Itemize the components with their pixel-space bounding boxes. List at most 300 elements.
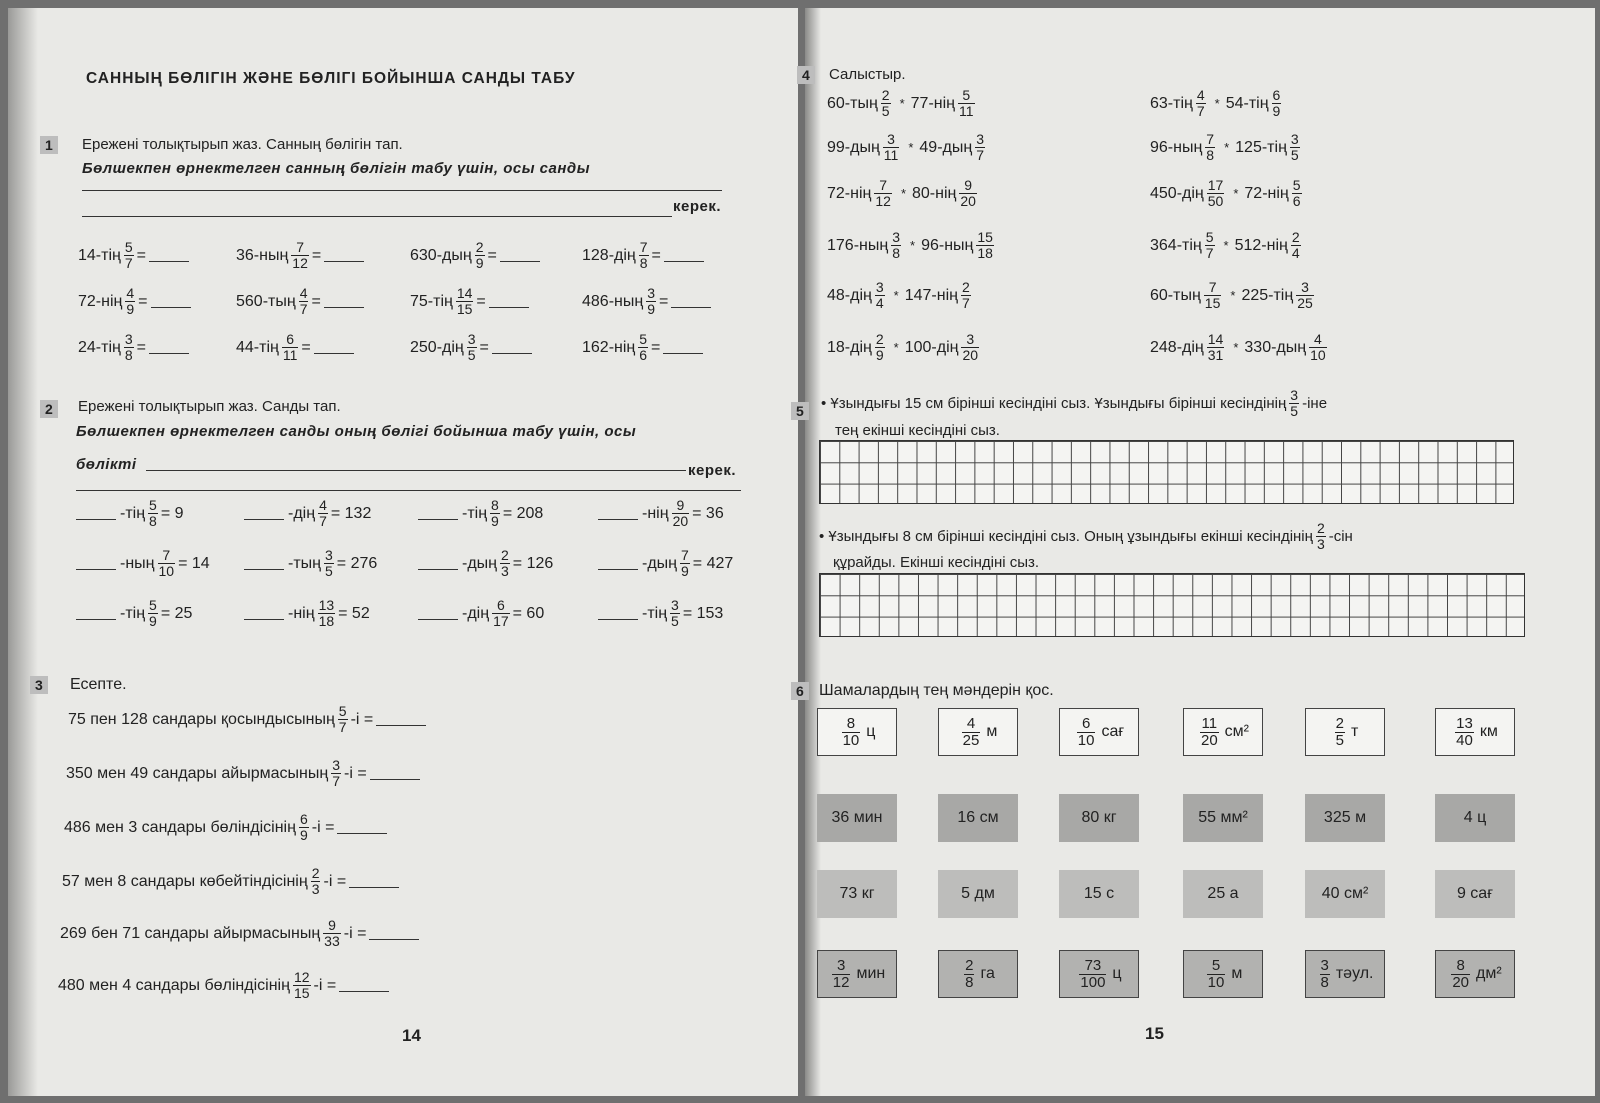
unit-label: га	[980, 965, 995, 982]
equals-sign: -і =	[343, 764, 367, 782]
comparison-slot[interactable]: *	[900, 186, 906, 201]
numerator: 17	[1207, 177, 1224, 193]
exercise-item	[418, 498, 543, 529]
item-value: = 14	[178, 554, 210, 572]
fraction	[500, 548, 510, 579]
comparison-slot[interactable]: *	[1224, 140, 1230, 155]
answer-blank[interactable]	[492, 341, 532, 354]
numerator: 11	[1201, 714, 1218, 732]
answer-blank[interactable]	[598, 607, 638, 620]
denominator: 3	[311, 881, 320, 897]
answer-blank[interactable]	[418, 607, 458, 620]
exercise-item	[236, 240, 364, 271]
quantity-card[interactable]	[1059, 950, 1139, 998]
answer-blank[interactable]	[339, 979, 389, 992]
exercise-item	[60, 918, 419, 949]
answer-line[interactable]	[76, 490, 741, 491]
item-label: 14-тің	[78, 246, 121, 264]
numerator: 5	[149, 597, 157, 613]
page-title: САННЫҢ БӨЛІГІН ЖӘНЕ БӨЛІГІ БОЙЫНША САНДЫ ТАБУ	[86, 70, 576, 87]
denominator: 7	[124, 255, 133, 271]
numerator: 7	[879, 177, 888, 193]
numerator: 8	[1456, 956, 1465, 974]
exercise-3-number: 3	[30, 676, 48, 694]
exercise-item	[410, 332, 532, 363]
numerator: 5	[1211, 956, 1221, 974]
item-label: 248-дің	[1150, 338, 1204, 356]
comparison-item	[827, 132, 988, 163]
answer-blank[interactable]	[149, 341, 189, 354]
fraction	[964, 958, 974, 991]
fraction	[492, 598, 510, 629]
comparison-item	[827, 280, 974, 311]
comparison-item	[827, 178, 980, 209]
answer-blank[interactable]	[244, 607, 284, 620]
denominator: 8	[1206, 147, 1215, 163]
fraction	[1207, 958, 1226, 991]
item-label: 49-дың	[919, 138, 973, 156]
exercise-item	[582, 332, 703, 363]
numerator: 3	[1320, 956, 1329, 974]
task-text: • Ұзындығы 15 см бірінші кесіндіні сыз. Ұзындығы бірінші кесіндінің	[821, 395, 1287, 412]
answer-blank[interactable]	[369, 927, 419, 940]
fraction	[639, 240, 649, 271]
numerator: 2	[1316, 520, 1325, 536]
denominator: 9	[1272, 103, 1281, 119]
exercise-6-instruction: Шамалардың тең мәндерін қос.	[819, 682, 1054, 699]
quantity-card[interactable]	[1305, 794, 1385, 842]
quantity-card[interactable]	[817, 708, 897, 756]
fraction	[323, 918, 341, 949]
numerator: 3	[671, 597, 679, 613]
comparison-slot[interactable]: *	[910, 238, 916, 253]
quantity-card[interactable]	[938, 708, 1018, 756]
answer-blank[interactable]	[314, 341, 354, 354]
item-label: 560-тың	[236, 292, 296, 310]
fraction	[883, 132, 900, 163]
fraction	[975, 132, 985, 163]
denominator: 18	[318, 613, 335, 629]
numerator: 7	[1208, 279, 1217, 295]
numerator: 3	[1290, 131, 1299, 147]
denominator: 8	[124, 347, 133, 363]
numerator: 2	[1335, 714, 1344, 732]
denominator: 7	[976, 147, 984, 163]
equals-sign: =	[136, 246, 146, 264]
denominator: 9	[647, 301, 655, 317]
quantity-label: 9 сағ	[1456, 885, 1494, 902]
fraction	[125, 286, 135, 317]
item-label: -дің	[462, 604, 490, 622]
quantity-card[interactable]	[1435, 708, 1515, 756]
item-label: -тің	[120, 504, 146, 522]
quantity-card[interactable]	[938, 794, 1018, 842]
fraction	[1200, 716, 1219, 749]
drawing-grid-2[interactable]	[819, 573, 1525, 637]
denominator: 8	[639, 255, 648, 271]
item-label: 24-тің	[78, 338, 121, 356]
equals-sign: =	[311, 246, 322, 264]
unit-label: см²	[1224, 723, 1249, 740]
answer-blank[interactable]	[663, 341, 703, 354]
fraction	[1196, 88, 1206, 119]
answer-line[interactable]	[146, 470, 686, 471]
quantity-card[interactable]	[1305, 950, 1385, 998]
answer-blank[interactable]	[418, 507, 458, 520]
numerator: 4	[126, 285, 135, 301]
answer-blank[interactable]	[76, 607, 116, 620]
fraction	[1309, 332, 1327, 363]
denominator: 20	[1452, 973, 1469, 991]
quantity-card[interactable]	[1059, 794, 1139, 842]
numerator: 3	[892, 229, 900, 245]
numerator: 5	[962, 87, 971, 103]
comparison-slot[interactable]: *	[1214, 96, 1220, 111]
numerator: 13	[318, 597, 335, 613]
quantity-card[interactable]	[1059, 870, 1139, 918]
exercise-item	[418, 548, 553, 579]
answer-blank[interactable]	[349, 875, 399, 888]
numerator: 73	[1084, 956, 1102, 974]
exercise-5-task-1	[821, 388, 1327, 419]
numerator: 5	[149, 497, 157, 513]
item-label: 176-ның	[827, 236, 889, 254]
denominator: 5	[467, 347, 476, 363]
answer-blank[interactable]	[337, 821, 387, 834]
answer-blank[interactable]	[76, 507, 116, 520]
item-label: 72-нің	[78, 292, 123, 310]
comparison-slot[interactable]: *	[893, 288, 899, 303]
denominator: 10	[1310, 347, 1326, 363]
item-label: 99-дың	[827, 138, 880, 156]
fraction	[891, 230, 901, 261]
denominator: 20	[1200, 731, 1218, 749]
quantity-label: 40 см²	[1321, 885, 1369, 902]
quantity-card[interactable]	[1435, 950, 1515, 998]
denominator: 9	[149, 613, 157, 629]
numerator: 5	[639, 331, 648, 347]
item-label: 77-нің	[910, 94, 956, 112]
quantity-label: 5 дм	[961, 885, 995, 902]
item-label: 75-тің	[410, 292, 453, 310]
numerator: 2	[501, 547, 509, 563]
fraction	[1272, 88, 1282, 119]
page-shadow	[805, 8, 821, 1096]
denominator: 20	[962, 347, 979, 363]
fraction	[1207, 178, 1225, 209]
answer-blank[interactable]	[664, 249, 704, 262]
comparison-slot[interactable]: *	[1223, 238, 1229, 253]
item-label: 162-нің	[582, 338, 636, 356]
item-label: 96-ның	[1150, 138, 1203, 156]
answer-blank[interactable]	[149, 249, 189, 262]
numerator: 5	[1292, 177, 1301, 193]
item-label: 125-тің	[1235, 138, 1287, 156]
denominator: 3	[1316, 536, 1325, 552]
quantity-label: 4 ц	[1463, 809, 1487, 826]
equals-sign: =	[651, 338, 661, 356]
comparison-slot[interactable]: *	[1233, 340, 1239, 355]
numerator: 2	[961, 279, 970, 295]
denominator: 7	[1196, 103, 1205, 119]
item-label: -тің	[642, 604, 668, 622]
exercise-item	[598, 498, 724, 529]
comparison-item	[1150, 280, 1317, 311]
answer-line[interactable]	[82, 216, 672, 217]
exercise-item	[244, 498, 371, 529]
item-label: 48-дің	[827, 286, 872, 304]
fraction	[299, 286, 309, 317]
item-label: -нің	[642, 504, 669, 522]
denominator: 10	[842, 731, 860, 749]
item-label: 96-ның	[921, 236, 974, 254]
exercise-4-number: 4	[797, 66, 815, 84]
fraction	[282, 332, 299, 363]
fraction	[842, 716, 861, 749]
fraction	[832, 958, 851, 991]
numerator: 13	[1456, 714, 1473, 732]
answer-blank[interactable]	[244, 557, 284, 570]
denominator: 12	[292, 255, 308, 271]
numerator: 2	[1291, 229, 1300, 245]
numerator: 6	[496, 597, 505, 613]
denominator: 33	[324, 933, 340, 949]
fraction	[475, 240, 485, 271]
exercise-2-instruction: Ережені толықтырып жаз. Санды тап.	[78, 398, 341, 415]
numerator: 6	[286, 331, 295, 347]
item-label: 486 мен 3 сандары бөліндісінің	[64, 818, 296, 836]
denominator: 11	[959, 103, 974, 119]
equals-sign: =	[311, 292, 321, 310]
equals-sign: -і =	[350, 710, 374, 728]
item-label: 250-дің	[410, 338, 464, 356]
numerator: 3	[124, 331, 133, 347]
equals-sign: -і =	[311, 818, 335, 836]
quantity-card[interactable]	[1435, 870, 1515, 918]
item-label: 480 мен 4 сандары бөліндісінің	[58, 976, 290, 994]
fraction	[1207, 332, 1225, 363]
quantity-card[interactable]	[1059, 708, 1139, 756]
numerator: 3	[836, 956, 846, 974]
numerator: 4	[966, 714, 976, 732]
numerator: 3	[887, 131, 895, 147]
item-label: 512-нің	[1234, 236, 1288, 254]
exercise-item	[78, 286, 191, 317]
item-value: = 126	[512, 554, 554, 572]
fraction	[672, 498, 690, 529]
quantity-card[interactable]	[1435, 794, 1515, 842]
numerator: 8	[491, 497, 499, 513]
equals-sign: =	[479, 338, 489, 356]
fraction	[1291, 230, 1301, 261]
exercise-item	[78, 240, 189, 271]
denominator: 12	[832, 973, 850, 991]
numerator: 3	[875, 279, 884, 295]
fraction	[875, 332, 885, 363]
quantity-card[interactable]	[938, 870, 1018, 918]
quantity-card[interactable]	[817, 950, 897, 998]
quantity-card[interactable]	[1183, 708, 1263, 756]
denominator: 18	[977, 245, 993, 261]
unit-label: сағ	[1101, 723, 1125, 740]
numerator: 3	[647, 285, 655, 301]
equals-sign: =	[476, 292, 486, 310]
unit-label: дм²	[1476, 965, 1502, 982]
item-label: 450-дің	[1150, 184, 1204, 202]
quantity-card[interactable]	[817, 794, 897, 842]
denominator: 10	[1207, 973, 1225, 991]
numerator: 2	[965, 956, 974, 974]
comparison-slot[interactable]: *	[1233, 186, 1239, 201]
answer-blank[interactable]	[151, 295, 191, 308]
item-label: -дің	[288, 504, 316, 522]
numerator: 7	[681, 547, 689, 563]
answer-blank[interactable]	[598, 507, 638, 520]
fraction	[962, 716, 981, 749]
task-text: • Ұзындығы 8 см бірінші кесіндіні сыз. Оның ұзындығы екінші кесіндінің	[819, 528, 1313, 545]
drawing-grid-1[interactable]	[819, 440, 1514, 504]
fraction	[148, 598, 158, 629]
denominator: 11	[282, 347, 298, 363]
comparison-slot[interactable]: *	[908, 140, 914, 155]
item-label: 269 бен 71 сандары айырмасының	[60, 924, 321, 942]
quantity-card[interactable]	[1183, 870, 1263, 918]
fraction	[1205, 230, 1215, 261]
comparison-slot[interactable]: *	[893, 340, 899, 355]
item-label: -тың	[288, 554, 321, 572]
exercise-5-task-2	[819, 521, 1353, 552]
numerator: 2	[875, 331, 884, 347]
quantity-card[interactable]	[1305, 870, 1385, 918]
quantity-card[interactable]	[1183, 794, 1263, 842]
comparison-item	[827, 88, 978, 119]
right-page	[796, 8, 1595, 1096]
equals-sign: =	[138, 292, 148, 310]
exercise-2-rule-end: керек.	[688, 462, 737, 479]
fraction	[318, 498, 328, 529]
denominator: 5	[1290, 403, 1299, 419]
unit-label: м	[1231, 965, 1243, 982]
answer-blank[interactable]	[598, 557, 638, 570]
answer-blank[interactable]	[324, 249, 364, 262]
denominator: 15	[293, 985, 310, 1001]
equals-sign: =	[487, 246, 497, 264]
numerator: 5	[1205, 229, 1214, 245]
answer-blank[interactable]	[376, 713, 426, 726]
item-label: 72-нің	[1244, 184, 1289, 202]
quantity-card[interactable]	[1305, 708, 1385, 756]
answer-blank[interactable]	[244, 507, 284, 520]
equals-sign: -і =	[343, 924, 367, 942]
answer-line[interactable]	[82, 190, 722, 191]
quantity-card[interactable]	[817, 870, 897, 918]
denominator: 20	[960, 193, 976, 209]
equals-sign: =	[136, 338, 146, 356]
answer-blank[interactable]	[500, 249, 540, 262]
exercise-item	[62, 866, 399, 897]
fraction	[1205, 132, 1215, 163]
denominator: 8	[892, 245, 900, 261]
fraction	[961, 280, 971, 311]
item-label: -дың	[462, 554, 497, 572]
fraction	[293, 970, 311, 1001]
fraction	[1292, 178, 1302, 209]
denominator: 9	[126, 301, 135, 317]
exercise-item	[598, 598, 723, 629]
denominator: 6	[639, 347, 648, 363]
fraction	[490, 498, 500, 529]
equals-sign: -і =	[313, 976, 337, 994]
item-value: = 60	[512, 604, 545, 622]
exercise-item	[582, 240, 704, 271]
numerator: 7	[162, 547, 171, 563]
answer-blank[interactable]	[671, 295, 711, 308]
quantity-label: 80 кг	[1081, 809, 1117, 826]
denominator: 17	[493, 613, 509, 629]
numerator: 3	[1290, 387, 1299, 403]
fraction	[1077, 716, 1096, 749]
fraction	[670, 598, 680, 629]
exercise-2-rule: Бөлшекпен өрнектелген санды оның бөлігі бойынша табу үшін, осы	[76, 423, 637, 440]
item-label: 147-нің	[904, 286, 958, 304]
item-label: 72-нің	[827, 184, 872, 202]
item-label: 225-тің	[1241, 286, 1294, 304]
item-label: 330-дың	[1244, 338, 1307, 356]
denominator: 7	[961, 295, 970, 311]
fraction	[1079, 958, 1106, 991]
quantity-label: 16 см	[957, 809, 999, 826]
quantity-card[interactable]	[1183, 950, 1263, 998]
numerator: 5	[124, 239, 133, 255]
numerator: 14	[456, 285, 473, 301]
denominator: 7	[299, 301, 308, 317]
task-text: -сін	[1328, 528, 1353, 545]
fraction	[158, 548, 176, 579]
exercise-1-rule-end: керек.	[673, 198, 722, 215]
comparison-slot[interactable]: *	[1230, 288, 1236, 303]
numerator: 2	[475, 239, 484, 255]
denominator: 100	[1080, 973, 1106, 991]
comparison-slot[interactable]: *	[899, 96, 905, 111]
answer-blank[interactable]	[324, 295, 364, 308]
answer-blank[interactable]	[76, 557, 116, 570]
answer-blank[interactable]	[370, 767, 420, 780]
fraction	[1335, 716, 1345, 749]
exercise-1-rule: Бөлшекпен өрнектелген санның бөлігін табу үшін, осы санды	[82, 160, 591, 177]
numerator: 9	[676, 497, 685, 513]
numerator: 7	[1206, 131, 1215, 147]
item-label: 36-ның	[236, 246, 289, 264]
denominator: 9	[875, 347, 884, 363]
denominator: 8	[149, 513, 157, 529]
exercise-item	[66, 758, 420, 789]
fraction	[881, 88, 891, 119]
denominator: 9	[491, 513, 499, 529]
comparison-item	[827, 230, 997, 261]
exercise-item	[78, 332, 189, 363]
quantity-card[interactable]	[938, 950, 1018, 998]
item-label: 60-тың	[1150, 286, 1201, 304]
denominator: 31	[1207, 347, 1224, 363]
item-value: = 9	[160, 504, 184, 522]
answer-blank[interactable]	[489, 295, 529, 308]
exercise-item	[76, 598, 192, 629]
exercise-item	[76, 498, 184, 529]
denominator: 5	[671, 613, 679, 629]
fraction	[124, 240, 134, 271]
fraction	[875, 280, 885, 311]
answer-blank[interactable]	[418, 557, 458, 570]
